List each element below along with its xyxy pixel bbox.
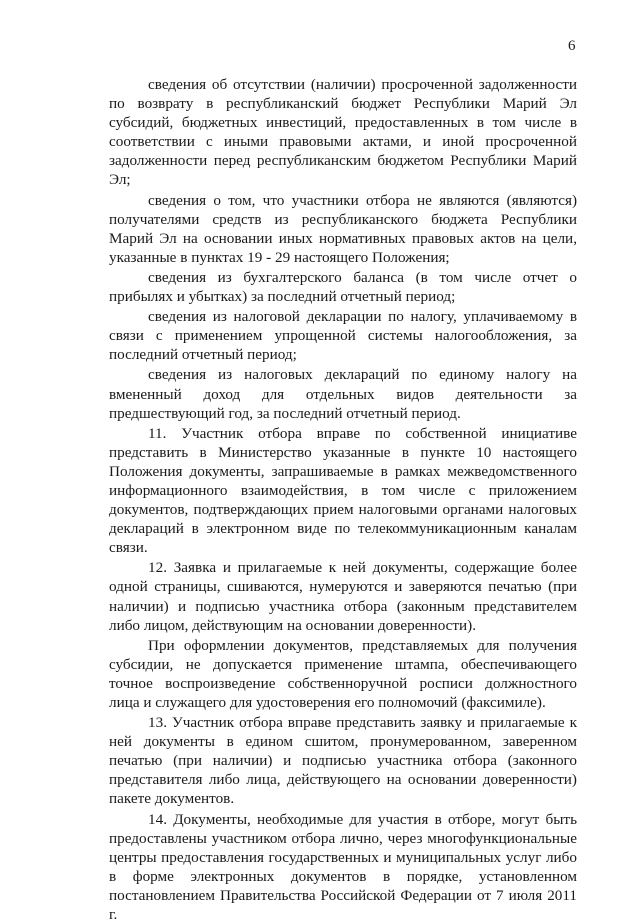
paragraph-clause-14: 14. Документы, необходимые для участия в отборе, могут быть предоставлены участником отбора лично, через многофункциональные центры предоставления государственных и муниципальных услуг либо в форме электронных документов в порядке, установленном постановлением Правительства Российской Федерации от 7 июля 2011 г. [109, 810, 577, 924]
paragraph-funds-recipient-info: сведения о том, что участники отбора не являются (являются) получателями средств из республиканского бюджета Республики Марий Эл на основании иных нормативных правовых актов на цели, указанные в пунктах 19 - 29 настоящего Положения; [109, 191, 577, 266]
paragraph-overdue-debt-info: сведения об отсутствии (наличии) просроченной задолженности по возврату в республиканский бюджет Республики Марий Эл субсидий, бюджетных инвестиций, предоставленных в том числе в соответствии с иными правовыми актами, и иной просроченной задолженности перед республиканским бюджетом Республики Марий Эл; [109, 76, 577, 189]
page-number: 6 [568, 38, 576, 54]
document-body [109, 75, 577, 924]
paragraph-imputed-income-tax-declaration: сведения из налоговых деклараций по единому налогу на вмененный доход для отдельных видов деятельности за предшествующий год, за последний отчетный период. [109, 366, 577, 422]
paragraph-balance-sheet-info: сведения из бухгалтерского баланса (в том числе отчет о прибылях и убытках) за последний отчетный период; [109, 268, 577, 306]
paragraph-clause-12: 12. Заявка и прилагаемые к ней документы, содержащие более одной страницы, сшиваются, нумеруются и заверяются печатью (при наличии) и подписью участника отбора (законным представителем либо лицом, действующим на основании доверенности). [109, 559, 577, 634]
paragraph-clause-11: 11. Участник отбора вправе по собственной инициативе представить в Министерство указанные в пункте 10 настоящего Положения документы, запрашиваемые в рамках межведомственного информационного взаимодействия, в том числе с приложением документов, подтверждающих прием налоговыми органами налоговых деклараций в электронном виде по телекоммуникационным каналам связи. [109, 424, 577, 557]
paragraph-clause-13: 13. Участник отбора вправе представить заявку и прилагаемые к ней документы в едином сшитом, пронумерованном, заверенном печатью (при наличии) и подписью участника отбора (законного представителя либо лица, действующего на основании доверенности) пакете документов. [109, 714, 577, 808]
paragraph-facsimile-prohibition: При оформлении документов, представляемых для получения субсидии, не допускается применение штампа, обеспечивающего точное воспроизведение собственноручной росписи должностного лица и служащего для удостоверения его полномочий (факсимиле). [109, 636, 577, 711]
paragraph-simplified-tax-declaration: сведения из налоговой декларации по налогу, уплачиваемому в связи с применением упрощенной системы налогообложения, за последний отчетный период; [109, 308, 577, 364]
